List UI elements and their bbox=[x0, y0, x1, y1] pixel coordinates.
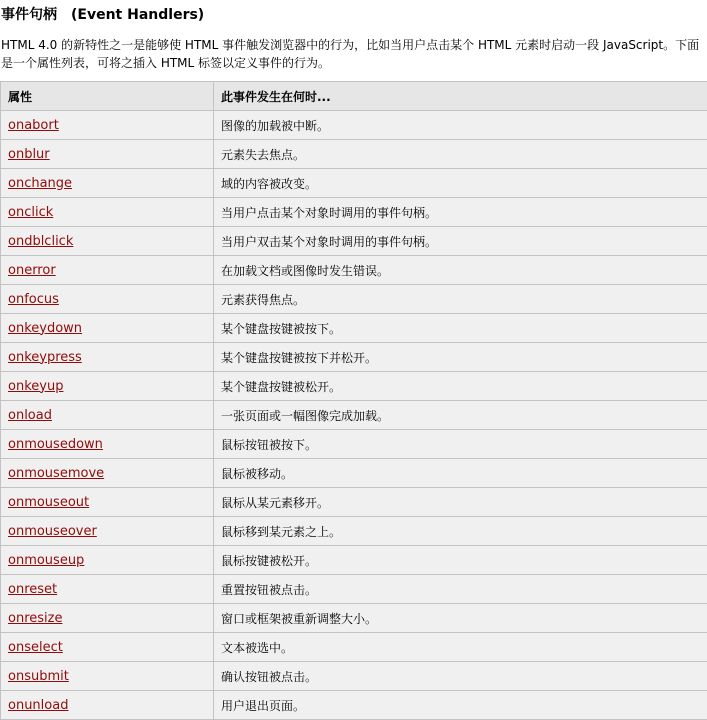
attribute-cell bbox=[1, 372, 214, 401]
attribute-cell bbox=[1, 488, 214, 517]
attribute-link-onkeydown[interactable]: onkeydown bbox=[8, 321, 82, 336]
attribute-link-onmousedown[interactable]: onmousedown bbox=[8, 437, 103, 452]
table-row bbox=[1, 372, 707, 401]
description-cell: 鼠标按钮被按下。 bbox=[214, 430, 707, 459]
attribute-link-onclick[interactable]: onclick bbox=[8, 205, 53, 220]
event-handlers-table bbox=[0, 81, 707, 720]
attribute-link-onmouseout[interactable]: onmouseout bbox=[8, 495, 89, 510]
attribute-link-onchange[interactable]: onchange bbox=[8, 176, 72, 191]
attribute-link-onunload[interactable]: onunload bbox=[8, 698, 68, 713]
description-cell: 鼠标从某元素移开。 bbox=[214, 488, 707, 517]
description-cell: 一张页面或一幅图像完成加载。 bbox=[214, 401, 707, 430]
table-row bbox=[1, 662, 707, 691]
attribute-cell bbox=[1, 343, 214, 372]
table-row bbox=[1, 604, 707, 633]
attribute-link-onselect[interactable]: onselect bbox=[8, 640, 63, 655]
attribute-link-onmouseup[interactable]: onmouseup bbox=[8, 553, 84, 568]
description-cell: 鼠标按键被松开。 bbox=[214, 546, 707, 575]
table-row bbox=[1, 488, 707, 517]
description-cell: 用户退出页面。 bbox=[214, 691, 707, 720]
attribute-cell bbox=[1, 227, 214, 256]
table-row bbox=[1, 111, 707, 140]
attribute-link-onload[interactable]: onload bbox=[8, 408, 52, 423]
attribute-cell bbox=[1, 546, 214, 575]
page-title bbox=[1, 5, 204, 25]
attribute-cell bbox=[1, 459, 214, 488]
attribute-cell bbox=[1, 314, 214, 343]
table-row bbox=[1, 430, 707, 459]
attribute-cell bbox=[1, 517, 214, 546]
description-cell: 重置按钮被点击。 bbox=[214, 575, 707, 604]
table-row bbox=[1, 401, 707, 430]
table-row bbox=[1, 285, 707, 314]
description-cell: 在加载文档或图像时发生错误。 bbox=[214, 256, 707, 285]
table-row bbox=[1, 546, 707, 575]
attribute-link-onkeypress[interactable]: onkeypress bbox=[8, 350, 82, 365]
attribute-cell bbox=[1, 169, 214, 198]
attribute-link-onabort[interactable]: onabort bbox=[8, 118, 59, 133]
table-row bbox=[1, 198, 707, 227]
table-row bbox=[1, 227, 707, 256]
description-cell: 确认按钮被点击。 bbox=[214, 662, 707, 691]
description-cell: 某个键盘按键被按下并松开。 bbox=[214, 343, 707, 372]
attribute-cell bbox=[1, 256, 214, 285]
description-cell: 鼠标移到某元素之上。 bbox=[214, 517, 707, 546]
attribute-cell bbox=[1, 633, 214, 662]
description-cell: 窗口或框架被重新调整大小。 bbox=[214, 604, 707, 633]
column-header-description: 此事件发生在何时... bbox=[214, 82, 707, 111]
attribute-link-ondblclick[interactable]: ondblclick bbox=[8, 234, 73, 249]
table-row bbox=[1, 517, 707, 546]
attribute-link-onfocus[interactable]: onfocus bbox=[8, 292, 59, 307]
attribute-link-onresize[interactable]: onresize bbox=[8, 611, 62, 626]
description-cell: 图像的加载被中断。 bbox=[214, 111, 707, 140]
attribute-link-onblur[interactable]: onblur bbox=[8, 147, 50, 162]
table-row bbox=[1, 140, 707, 169]
attribute-cell bbox=[1, 111, 214, 140]
description-cell: 当用户双击某个对象时调用的事件句柄。 bbox=[214, 227, 707, 256]
attribute-cell bbox=[1, 401, 214, 430]
attribute-link-onkeyup[interactable]: onkeyup bbox=[8, 379, 63, 394]
attribute-link-onreset[interactable]: onreset bbox=[8, 582, 57, 597]
attribute-link-onerror[interactable]: onerror bbox=[8, 263, 56, 278]
table-row bbox=[1, 343, 707, 372]
description-cell: 元素获得焦点。 bbox=[214, 285, 707, 314]
description-cell: 文本被选中。 bbox=[214, 633, 707, 662]
table-row bbox=[1, 256, 707, 285]
table-row bbox=[1, 169, 707, 198]
attribute-cell bbox=[1, 430, 214, 459]
attribute-cell bbox=[1, 691, 214, 720]
column-header-attribute: 属性 bbox=[1, 82, 214, 111]
attribute-cell bbox=[1, 198, 214, 227]
intro-paragraph: HTML 4.0 的新特性之一是能够使 HTML 事件触发浏览器中的行为，比如当用户点击某个 HTML 元素时启动一段 JavaScript。下面是一个属性列表，可将之插入 HTML 标签以定义事件的行为。 bbox=[1, 36, 705, 72]
table-row bbox=[1, 691, 707, 720]
attribute-cell bbox=[1, 575, 214, 604]
description-cell: 域的内容被改变。 bbox=[214, 169, 707, 198]
page-title-zh: 事件句柄 bbox=[1, 7, 57, 23]
description-cell: 当用户点击某个对象时调用的事件句柄。 bbox=[214, 198, 707, 227]
table-row bbox=[1, 314, 707, 343]
attribute-cell bbox=[1, 662, 214, 691]
attribute-cell bbox=[1, 140, 214, 169]
description-cell: 某个键盘按键被按下。 bbox=[214, 314, 707, 343]
attribute-link-onsubmit[interactable]: onsubmit bbox=[8, 669, 69, 684]
description-cell: 某个键盘按键被松开。 bbox=[214, 372, 707, 401]
table-row bbox=[1, 575, 707, 604]
table-row bbox=[1, 633, 707, 662]
page-title-en: (Event Handlers) bbox=[71, 7, 204, 23]
attribute-link-onmouseover[interactable]: onmouseover bbox=[8, 524, 97, 539]
description-cell: 鼠标被移动。 bbox=[214, 459, 707, 488]
attribute-cell bbox=[1, 604, 214, 633]
attribute-cell bbox=[1, 285, 214, 314]
table-row bbox=[1, 459, 707, 488]
description-cell: 元素失去焦点。 bbox=[214, 140, 707, 169]
table-header-row bbox=[1, 82, 707, 111]
attribute-link-onmousemove[interactable]: onmousemove bbox=[8, 466, 104, 481]
